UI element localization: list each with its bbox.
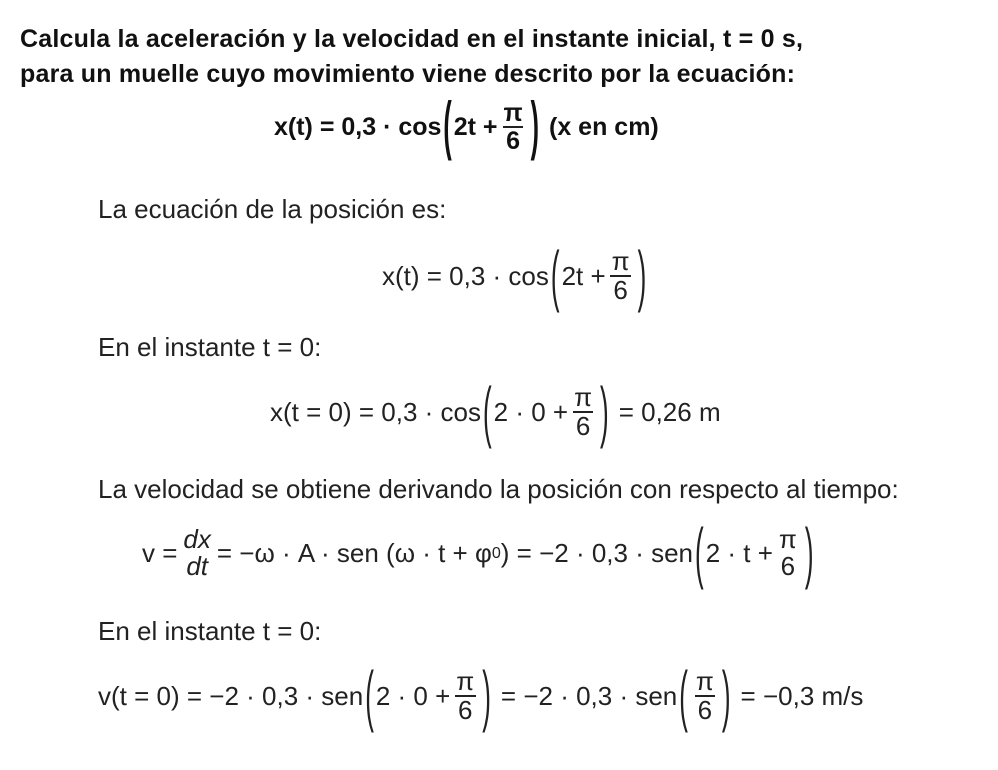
given-arg: 2t + [453, 112, 498, 141]
v0-den2: 6 [695, 695, 715, 724]
position-den: 6 [610, 275, 630, 304]
position-num: π [611, 246, 630, 276]
v0-den: 6 [455, 695, 475, 724]
problem-line-1: Calcula la aceleración y la velocidad en el instante inicial, t = 0 s, [20, 25, 804, 53]
velocity-lhs: v = [142, 537, 178, 568]
equation-x0: x(t = 0) = 0,3 · cos ( 2 · 0 + $\frac{\pi}{6}$ ) = 0,26 m [270, 371, 721, 450]
velocity-mid2: ) = −2 · 0,3 · sen [500, 537, 694, 568]
v0-mid: = −2 · 0,3 · sen [500, 680, 678, 711]
v0-fraction [453, 668, 477, 725]
given-equation: x(t) = 0,3 · cos ( 2t + $\frac{\pi}{6}$ ) (x en cm) [274, 89, 659, 163]
problem-line-2: para un muelle cuyo movimiento viene descrito por la ecuación: [20, 60, 796, 88]
given-den: 6 [503, 126, 523, 154]
velocity-num: π [778, 524, 797, 554]
equation-position: x(t) = 0,3 · cos ( 2t + $\frac{\pi}{6}$ ) [382, 235, 647, 314]
equation-v0: v(t = 0) = −2 · 0,3 · sen ( 2 · 0 + $\frac{\pi}{6}$ ) = −2 · 0,3 · sen ( $\frac{\pi}{6}$ ) = −0,3 m/s [98, 655, 864, 734]
velocity-dden: dt [186, 551, 208, 582]
position-arg: 2t + [561, 260, 606, 291]
velocity-derivative [180, 526, 213, 581]
velocity-sub: 0 [491, 543, 501, 562]
problem-statement [20, 22, 803, 92]
text-position: La ecuación de la posición es: [98, 194, 447, 224]
text-instant-1: En el instante t = 0: [98, 332, 322, 362]
text-instant-2: En el instante t = 0: [98, 616, 322, 646]
velocity-den: 6 [780, 551, 796, 582]
x0-result: = 0,26 m [618, 396, 721, 427]
x0-den: 6 [573, 411, 593, 440]
equation-velocity: v = dx dt = −ω · A · sen (ω · t + φ 0 ) = −2 · 0,3 · sen ( 2 · t + π 6 ) [142, 512, 814, 591]
velocity-dnum: dx [183, 524, 211, 554]
v0-lhs: v(t = 0) = −2 · 0,3 · sen [98, 680, 364, 711]
velocity-arg: 2 · t + [705, 537, 773, 568]
v0-arg: 2 · 0 + [375, 680, 451, 711]
v0-num2: π [695, 666, 714, 696]
v0-fraction-2 [693, 668, 717, 725]
x0-num: π [574, 382, 593, 412]
x0-arg: 2 · 0 + [493, 396, 569, 427]
v0-num: π [456, 666, 475, 696]
given-fraction [501, 100, 526, 155]
velocity-fraction [776, 526, 800, 581]
text-velocity: La velocidad se obtiene derivando la posición con respecto al tiempo: [98, 474, 899, 504]
x0-lhs: x(t = 0) = 0,3 · cos [270, 396, 481, 427]
x0-fraction [571, 384, 595, 441]
v0-result: = −0,3 m/s [740, 680, 864, 711]
position-fraction [609, 248, 633, 305]
given-num: π [503, 99, 523, 127]
velocity-mid: = −ω · A · sen (ω · t + φ [216, 537, 492, 568]
given-note: (x en cm) [549, 112, 659, 141]
given-lhs: x(t) = 0,3 · cos [274, 112, 442, 141]
position-lhs: x(t) = 0,3 · cos [382, 260, 549, 291]
